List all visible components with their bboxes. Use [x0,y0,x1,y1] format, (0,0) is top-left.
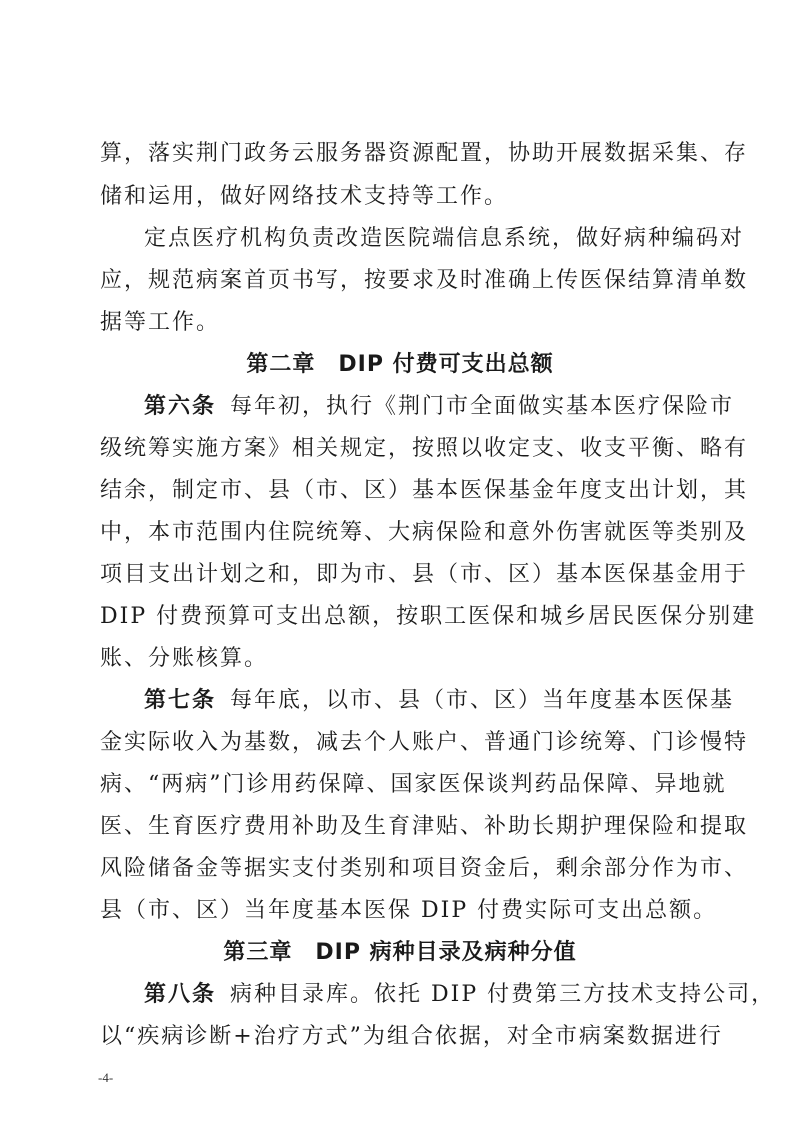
chapter-heading: 第三章 DIP 病种目录及病种分值 [223,940,577,965]
article-first-line [144,980,776,1010]
article-label: 第八条 [144,982,217,1007]
article-label: 第六条 [144,394,217,419]
paragraph-line: 级统筹实施方案》相关规定，按照以收定支、收支平衡、略有 [100,436,749,461]
paragraph-line: 据等工作。 [100,310,221,335]
article-text: 每年底，以市、县（市、区）当年度基本医保基 [230,688,735,713]
article-text: 每年初，执行《荆门市全面做实基本医疗保险市 [230,394,735,419]
page-number: -4- [98,1070,114,1085]
paragraph-line: 医、生育医疗费用补助及生育津贴、补助长期护理保险和提取 [100,814,749,839]
paragraph-line: 定点医疗机构负责改造医院端信息系统，做好病种编码对 [144,226,745,251]
paragraph-line: 结余，制定市、县（市、区）基本医保基金年度支出计划，其 [100,478,749,503]
paragraph-line: 项目支出计划之和，即为市、县（市、区）基本医保基金用于 [100,562,749,587]
paragraph-line: 金实际收入为基数，减去个人账户、普通门诊统筹、门诊慢特 [100,730,749,755]
paragraph-line: 县（市、区）当年度基本医保 DIP 付费实际可支出总额。 [100,898,718,923]
article-first-line [144,686,735,716]
paragraph-line: 以“疾病诊断+治疗方式”为组合依据，对全市病案数据进行 [100,1024,723,1049]
paragraph-line: 风险储备金等据实支付类别和项目资金后，剩余部分作为市、 [100,856,749,881]
article-first-line [144,392,735,422]
article-label: 第七条 [144,688,217,713]
paragraph-line: 储和运用，做好网络技术支持等工作。 [100,184,509,209]
article-text: 病种目录库。依托 DIP 付费第三方技术支持公司， [230,982,776,1007]
paragraph-line: 病、“两病”门诊用药保障、国家医保谈判药品保障、异地就 [100,772,727,797]
paragraph-line: 中，本市范围内住院统筹、大病保险和意外伤害就医等类别及 [100,520,749,545]
chapter-heading: 第二章 DIP 付费可支出总额 [246,352,554,377]
paragraph-line: 应，规范病案首页书写，按要求及时准确上传医保结算清单数 [100,268,749,293]
paragraph-line: 算，落实荆门政务云服务器资源配置，协助开展数据采集、存 [100,141,749,166]
paragraph-line: DIP 付费预算可支出总额，按职工医保和城乡居民医保分别建 [100,604,757,629]
paragraph-line: 账、分账核算。 [100,646,269,671]
